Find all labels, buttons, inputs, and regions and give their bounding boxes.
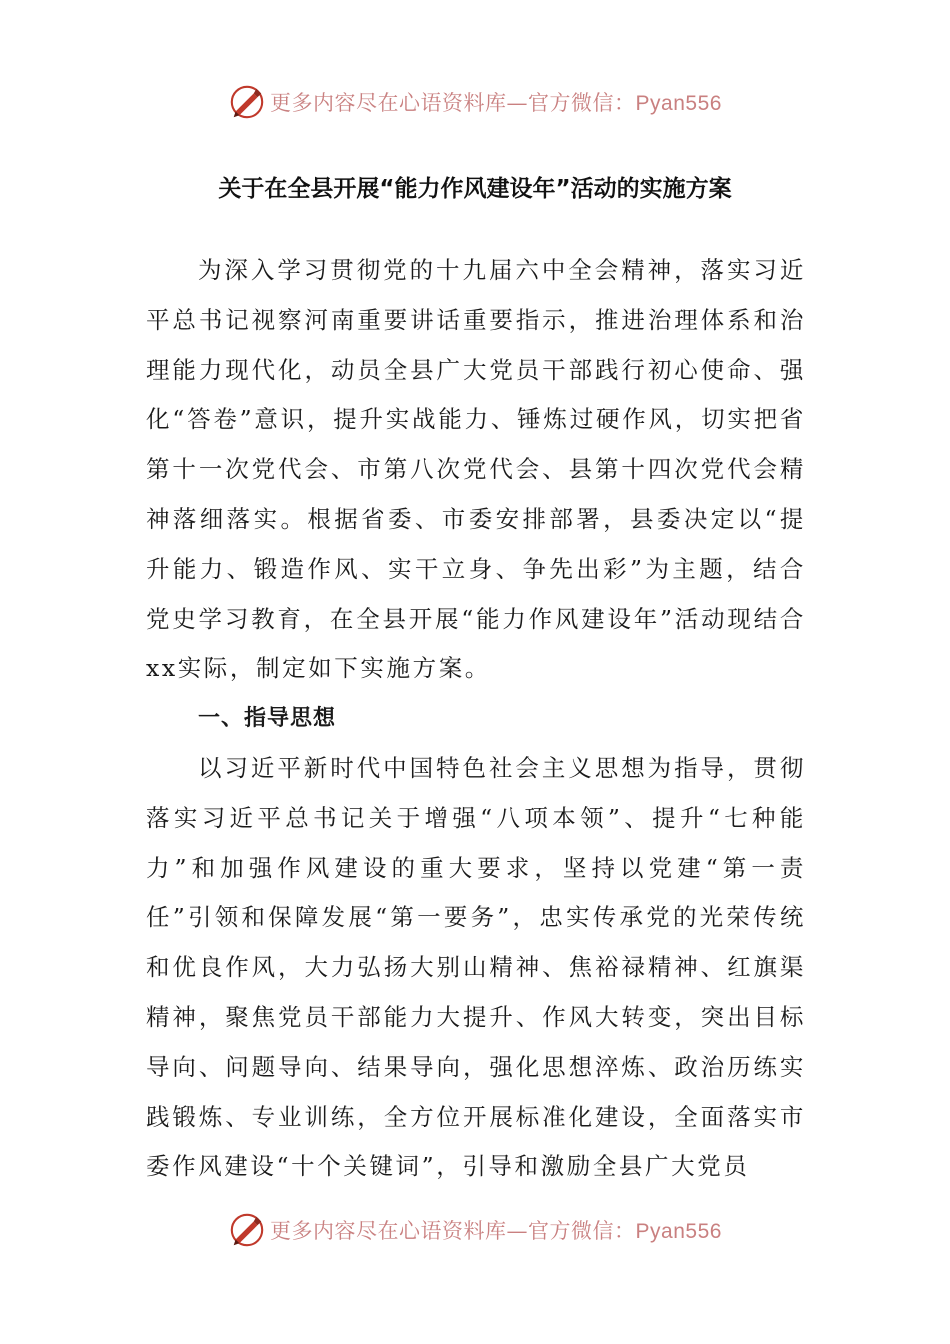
document-title: 关于在全县开展“能力作风建设年”活动的实施方案 xyxy=(218,176,732,202)
section-paragraph: 以习近平新时代中国特色社会主义思想为指导，贯彻落实习近平总书记关于增强“八项本领”、提升“七种能力”和加强作风建设的重大要求，坚持以党建“第一责任”引领和保障发展“第一要务”，忠实传承党的光荣传统和优良作风，大力弘扬大别山精神、焦裕禄精神、红旗渠精神，聚焦党员干部能力大提升、作风大转变，突出目标导向、问题导向、结果导向，强化思想淬炼、政治历练实践锻炼、专业训练，全方位开展标准化建设，全面落实市委作风建设“十个关键词”，引导和激励全县广大党员 xyxy=(146,753,806,1181)
pen-logo-icon xyxy=(228,1211,266,1249)
watermark-footer xyxy=(0,1208,950,1252)
watermark-text: 更多内容尽在心语资料库—官方微信： xyxy=(270,1219,636,1243)
watermark-text: 更多内容尽在心语资料库—官方微信： xyxy=(270,91,636,115)
intro-paragraph: 为深入学习贯彻党的十九届六中全会精神，落实习近平总书记视察河南重要讲话重要指示，推进治理体系和治理能力现代化，动员全县广大党员干部践行初心使命、强化“答卷”意识，提升实战能力、锤炼过硬作风，切实把省第十一次党代会、市第八次党代会、县第十四次党代会精神落细落实。根据省委、市委安排部署，县委决定以“提升能力、锻造作风、实干立身、争先出彩”为主题，结合党史学习教育，在全县开展“能力作风建设年”活动现结合xx实际，制定如下实施方案。 xyxy=(146,256,806,683)
wechat-id: Pyan556 xyxy=(635,92,722,115)
watermark-header xyxy=(0,80,950,124)
section-heading: 一、指导思想 xyxy=(198,706,337,732)
document-body xyxy=(146,246,806,1192)
wechat-id: Pyan556 xyxy=(635,1220,722,1243)
pen-logo-icon xyxy=(228,83,266,121)
